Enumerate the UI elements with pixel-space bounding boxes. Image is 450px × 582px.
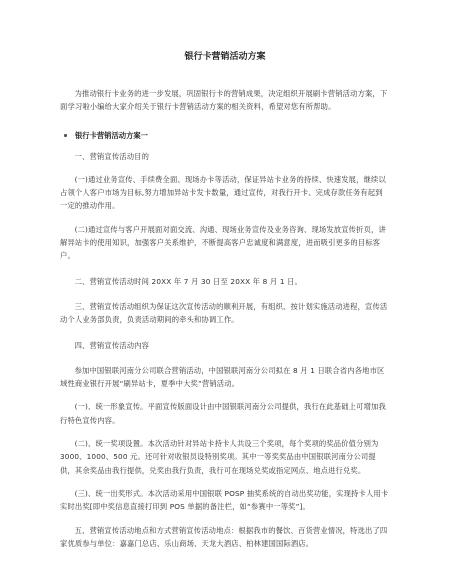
intro-paragraph: 为推动银行卡业务的进一步发展，巩固银行卡的营销成果，决定组织开展刷卡营销活动方案，下面学习啦小编给大家介绍关于银行卡营销活动方案的相关资料，希望对您有所帮助。 — [60, 89, 388, 112]
paragraph-purpose-2: (二)通过宣传与客户开展面对面交流、沟通、现场业务宣传及业务咨询、现场发放宣传折页，讲解异站卡的使用知识，加强客户关系维护，不断提高客户忠诚度和满意度，进而吸引更多的目标客户。 — [60, 224, 386, 261]
paragraph-organization: 三、营销宣传活动组织为保证这次宣传活动的顺利开展，有组织、按计划实施活动进程，宣传活动个人业务部负责，负责活动期间的牵头和协调工作。 — [60, 301, 388, 325]
paragraph-location: 五、营销宣传活动地点和方式营销宣传活动地点：根据我市的餐饮、百货营业情况，特选出了四家优质参与单位：嘉嘉门总店、乐山商场、天龙大酒店、柏林建国国际酒店。 — [60, 525, 388, 548]
paragraph-content-2: (二)、统一奖项设置。本次活动针对异站卡持卡人共设三个奖项，每个奖项的奖品价值分别为 3000、1000、500 元。还可针对收银员设特别奖项。其中一等奖奖品由中国银联河南分公司提供，其余奖品由我行提供，兑奖由我行负责，我行可在现场兑奖或指定网点、地点进行兑奖。 — [60, 439, 379, 475]
document-title: 银行卡营销活动方案 — [184, 52, 266, 62]
heading-purpose: 一、营销宣传活动目的 — [74, 151, 150, 161]
heading-content: 四、营销宣传活动内容 — [74, 340, 150, 350]
section-heading — [60, 129, 390, 142]
paragraph-purpose-1: (一)通过业务宣传、手续费全面、现场办卡等活动，保证异站卡业务的持续、快速发展，继续以占领个人客户市场为目标,努力增加异站卡发卡数量，通过宣传，对我行开卡、完成存款任务有起到一定的推动作用。 — [60, 174, 386, 211]
bullet-icon — [64, 134, 67, 137]
section-heading-label: 银行卡营销活动方案一 — [75, 130, 148, 140]
paragraph-content-intro: 参加中国银联河南分公司联合营销活动，中国银联河南分公司拟在 8 月 1 日联合省内各地市区域性商业银行开展“刷异站卡，夏季中大奖”营销活动。 — [60, 365, 385, 389]
paragraph-time: 二、营销宣传活动时间 20XX 年 7 月 30 日至 20XX 年 8 月 1 日。 — [74, 276, 302, 286]
paragraph-content-1: (一)、统一形象宣传。平面宣传版面设计由中国银联河南分公司提供，我行在此基础上可增加我行特色宣传内容。 — [60, 402, 386, 425]
paragraph-content-3: (三)、统一出奖形式。本次活动采用中国银联 POSP 抽奖系统的自动出奖功能，实现持卡人用卡实时出奖[即中奖信息直接打印到 POS 单据的备注栏，如“参赛中一等奖”]。 — [60, 488, 389, 512]
